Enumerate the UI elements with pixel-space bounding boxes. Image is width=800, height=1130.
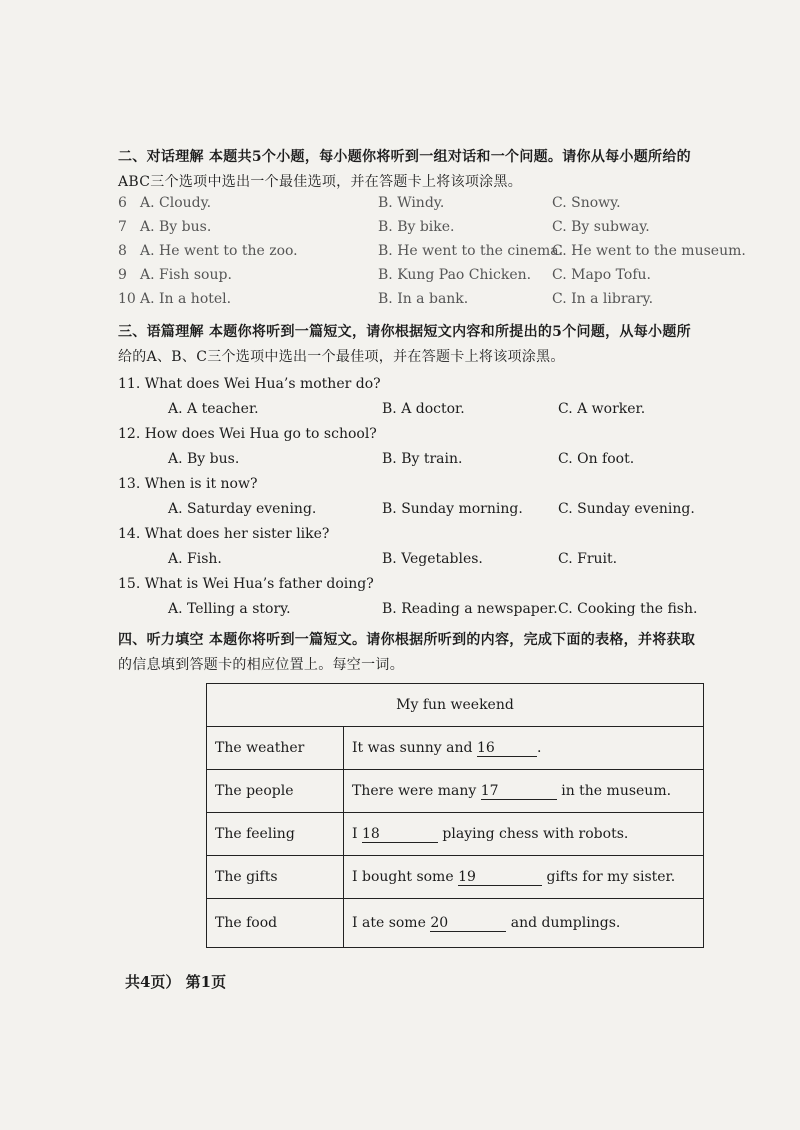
table-row bbox=[207, 856, 704, 899]
s3-q15-c: C. Cooking the fish. bbox=[558, 601, 698, 617]
s2-row-10-num: 10 bbox=[118, 291, 136, 307]
s2-row-7-num: 7 bbox=[118, 219, 127, 235]
s3-q13-c: C. Sunday evening. bbox=[558, 501, 695, 517]
row-sentence bbox=[344, 813, 704, 856]
row-label: The gifts bbox=[207, 856, 344, 899]
s3-q11-a: A. A teacher. bbox=[168, 401, 259, 417]
sentence-post: playing chess with robots. bbox=[437, 825, 629, 842]
sentence-pre: I bought some bbox=[352, 868, 459, 885]
sentence-pre: There were many bbox=[352, 782, 481, 799]
s3-q14-c: C. Fruit. bbox=[558, 551, 618, 567]
section3-header bbox=[118, 320, 758, 370]
s3-q14: 14. What does her sister like? bbox=[118, 526, 330, 542]
row-label: The feeling bbox=[207, 813, 344, 856]
s3-q11-b: B. A doctor. bbox=[382, 401, 465, 417]
section2-header-line2: ABC三个选项中选出一个最佳选项，并在答题卡上将该项涂黑。 bbox=[118, 174, 523, 190]
sentence-pre: I ate some bbox=[352, 914, 431, 931]
s2-row-10-a: A. In a hotel. bbox=[140, 291, 232, 307]
s3-q11-c: C. A worker. bbox=[558, 401, 646, 417]
sentence-post: and dumplings. bbox=[506, 914, 621, 931]
section2-header-line1: 二、对话理解 本题共5个小题，每小题你将听到一组对话和一个问题。请你从每小题所给的 bbox=[118, 149, 691, 165]
table-row bbox=[207, 813, 704, 856]
section3-header-line2: 给的A、B、C三个选项中选出一个最佳项，并在答题卡上将该项涂黑。 bbox=[118, 349, 565, 365]
section2-header bbox=[118, 145, 758, 195]
s3-q14-a: A. Fish. bbox=[168, 551, 222, 567]
table-row bbox=[207, 770, 704, 813]
row-label: The people bbox=[207, 770, 344, 813]
s3-q12-c: C. On foot. bbox=[558, 451, 635, 467]
s2-row-8-c: C. He went to the museum. bbox=[552, 243, 746, 259]
answer-blank-18[interactable]: 18 bbox=[362, 826, 438, 843]
s2-row-9-c: C. Mapo Tofu. bbox=[552, 267, 651, 283]
section4-header-line1: 四、听力填空 本题你将听到一篇短文。请你根据所听到的内容，完成下面的表格，并将获取 bbox=[118, 632, 696, 648]
s2-row-6-b: B. Windy. bbox=[378, 195, 445, 211]
row-sentence bbox=[344, 899, 704, 948]
page-footer: 共4页） 第1页 bbox=[125, 973, 227, 991]
s2-row-8-b: B. He went to the cinema. bbox=[378, 243, 564, 259]
sentence-post: in the museum. bbox=[556, 782, 672, 799]
fill-table bbox=[206, 683, 704, 948]
row-label: The food bbox=[207, 899, 344, 948]
section3-header-line1: 三、语篇理解 本题你将听到一篇短文，请你根据短文内容和所提出的5个问题，从每小题所 bbox=[118, 324, 691, 340]
answer-blank-16[interactable]: 16 bbox=[477, 740, 537, 757]
row-sentence bbox=[344, 727, 704, 770]
s2-row-9-num: 9 bbox=[118, 267, 127, 283]
s3-q15: 15. What is Wei Hua’s father doing? bbox=[118, 576, 374, 592]
s3-q12-a: A. By bus. bbox=[168, 451, 240, 467]
row-label: The weather bbox=[207, 727, 344, 770]
section4-header bbox=[118, 628, 758, 678]
sentence-post: gifts for my sister. bbox=[542, 868, 676, 885]
s2-row-10-c: C. In a library. bbox=[552, 291, 654, 307]
s3-q11: 11. What does Wei Hua’s mother do? bbox=[118, 376, 381, 392]
answer-blank-19[interactable]: 19 bbox=[458, 869, 542, 886]
s3-q12-b: B. By train. bbox=[382, 451, 463, 467]
s3-q15-b: B. Reading a newspaper. bbox=[382, 601, 558, 617]
s2-row-7-b: B. By bike. bbox=[378, 219, 455, 235]
s2-row-6-c: C. Snowy. bbox=[552, 195, 621, 211]
s3-q15-a: A. Telling a story. bbox=[168, 601, 291, 617]
answer-blank-20[interactable]: 20 bbox=[430, 915, 506, 932]
s3-q13-a: A. Saturday evening. bbox=[168, 501, 317, 517]
s3-q13: 13. When is it now? bbox=[118, 476, 258, 492]
table-title: My fun weekend bbox=[207, 684, 704, 727]
table-row bbox=[207, 899, 704, 948]
s2-row-8-a: A. He went to the zoo. bbox=[140, 243, 298, 259]
section4-header-line2: 的信息填到答题卡的相应位置上。每空一词。 bbox=[118, 657, 404, 673]
s2-row-7-a: A. By bus. bbox=[140, 219, 212, 235]
s2-row-6-a: A. Cloudy. bbox=[140, 195, 212, 211]
s2-row-10-b: B. In a bank. bbox=[378, 291, 469, 307]
s2-row-7-c: C. By subway. bbox=[552, 219, 650, 235]
table-row bbox=[207, 727, 704, 770]
s3-q13-b: B. Sunday morning. bbox=[382, 501, 523, 517]
sentence-post: . bbox=[536, 739, 542, 756]
s3-q14-b: B. Vegetables. bbox=[382, 551, 483, 567]
sentence-pre: I bbox=[352, 825, 362, 842]
row-sentence bbox=[344, 856, 704, 899]
row-sentence bbox=[344, 770, 704, 813]
answer-blank-17[interactable]: 17 bbox=[481, 783, 557, 800]
s2-row-9-a: A. Fish soup. bbox=[140, 267, 232, 283]
s2-row-6-num: 6 bbox=[118, 195, 127, 211]
s2-row-8-num: 8 bbox=[118, 243, 127, 259]
sentence-pre: It was sunny and bbox=[352, 739, 477, 756]
s2-row-9-b: B. Kung Pao Chicken. bbox=[378, 267, 532, 283]
s3-q12: 12. How does Wei Hua go to school? bbox=[118, 426, 377, 442]
